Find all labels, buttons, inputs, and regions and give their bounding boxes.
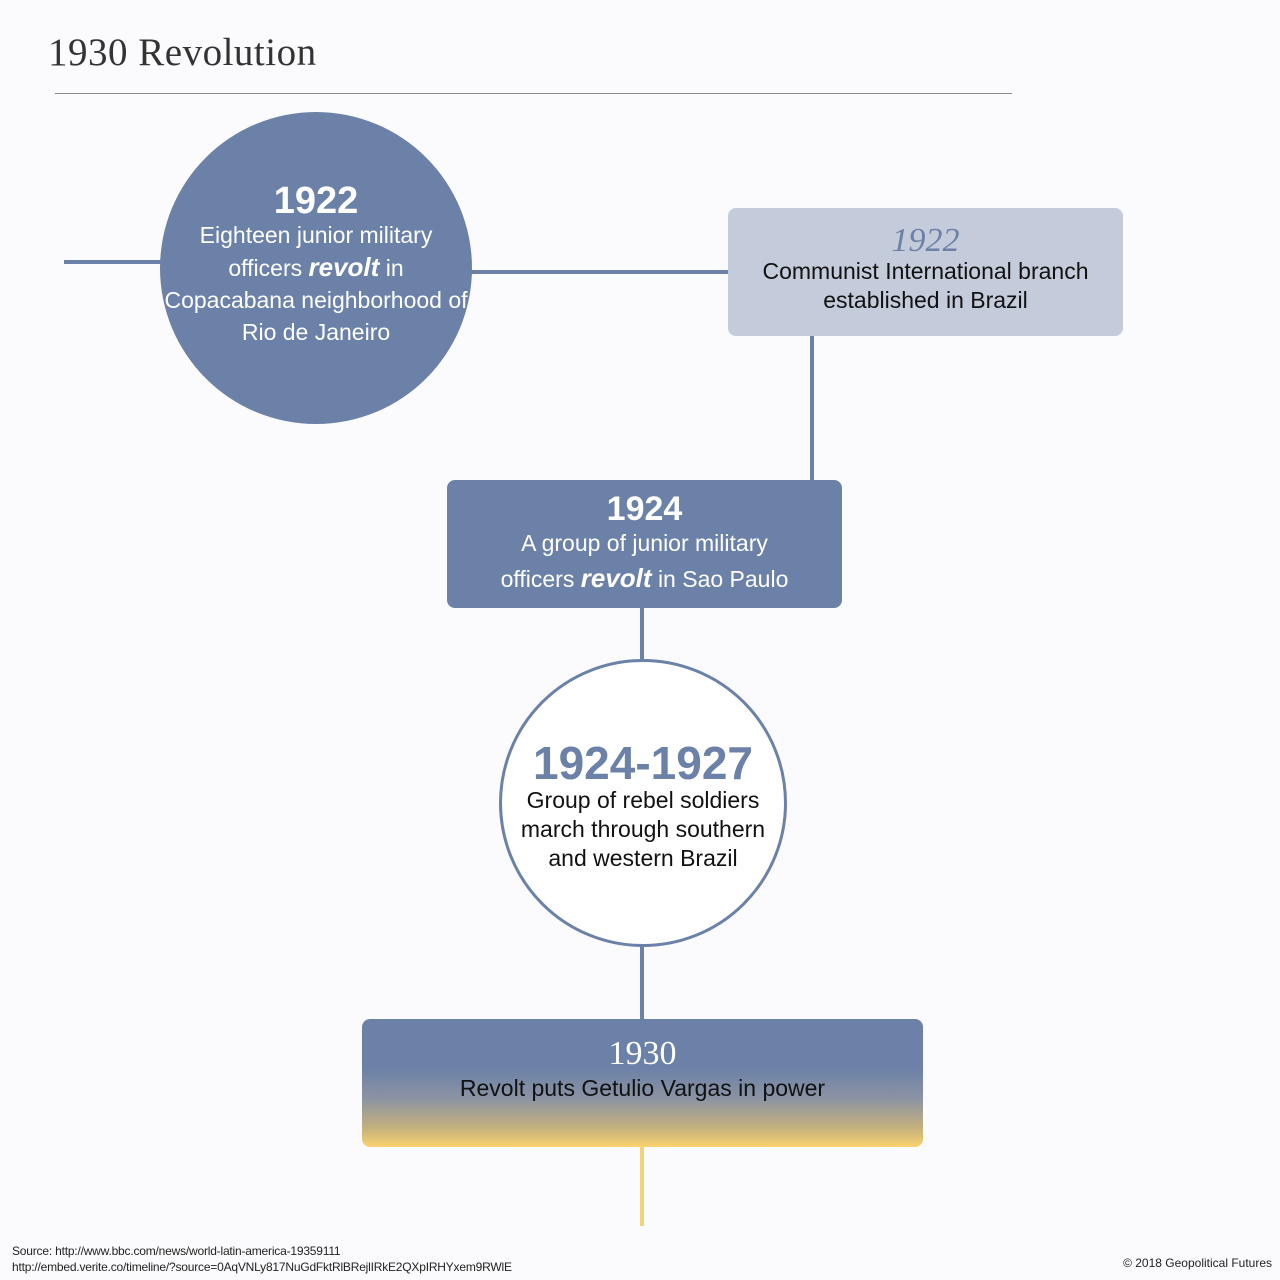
connector-1924-to-circle	[640, 607, 644, 661]
connector-left-stub	[64, 260, 162, 264]
source-citation	[12, 1243, 512, 1275]
event-1924-1927-march-circle	[499, 659, 787, 947]
event-text: Eighteen junior military officers	[199, 222, 433, 281]
connector-circle-to-1930	[640, 943, 644, 1021]
event-text-line: march through southern	[520, 816, 766, 842]
event-year: 1924	[606, 490, 683, 528]
title-divider	[55, 93, 1012, 94]
event-text-line: Group of rebel soldiers	[526, 787, 760, 813]
event-description	[447, 526, 842, 597]
copyright-notice: © 2018 Geopolitical Futures	[1123, 1256, 1272, 1270]
event-description	[728, 257, 1123, 315]
connector-circle-to-box	[470, 270, 730, 274]
event-text-line: Communist International branch	[762, 258, 1089, 284]
connector-box-to-1924	[810, 336, 814, 482]
event-1922-communist-box	[728, 208, 1123, 336]
event-1930-vargas-box	[362, 1019, 923, 1147]
event-emphasis: revolt	[580, 563, 652, 593]
event-1924-revolt-box	[447, 480, 842, 608]
event-year: 1922	[273, 180, 359, 222]
event-description	[160, 219, 472, 348]
page-title: 1930 Revolution	[48, 31, 317, 74]
event-text-line: and western Brazil	[548, 845, 738, 871]
event-text: in Copacabana neighborhood of Rio de Janeiro	[164, 255, 468, 345]
connector-1930-continuation	[640, 1146, 644, 1226]
event-text: officers	[500, 566, 575, 592]
event-year: 1924-1927	[533, 737, 753, 789]
source-line: Source: http://www.bbc.com/news/world-latin-america-19359111	[12, 1244, 341, 1258]
event-text-line: A group of junior military	[521, 530, 768, 556]
event-text: in Sao Paulo	[657, 566, 789, 592]
event-year: 1930	[608, 1035, 677, 1072]
source-line: http://embed.verite.co/timeline/?source=0AqVNLy817NuGdFktRlBRejlIRkE2QXpIRHYxem9RWlE	[12, 1260, 512, 1274]
event-text-line	[447, 561, 842, 597]
event-year: 1922	[891, 222, 960, 259]
event-1922-revolt-circle	[160, 112, 472, 424]
event-description: Revolt puts Getulio Vargas in power	[459, 1075, 826, 1101]
event-emphasis: revolt	[308, 252, 380, 282]
event-text-line: established in Brazil	[823, 287, 1028, 313]
event-description	[502, 786, 784, 873]
